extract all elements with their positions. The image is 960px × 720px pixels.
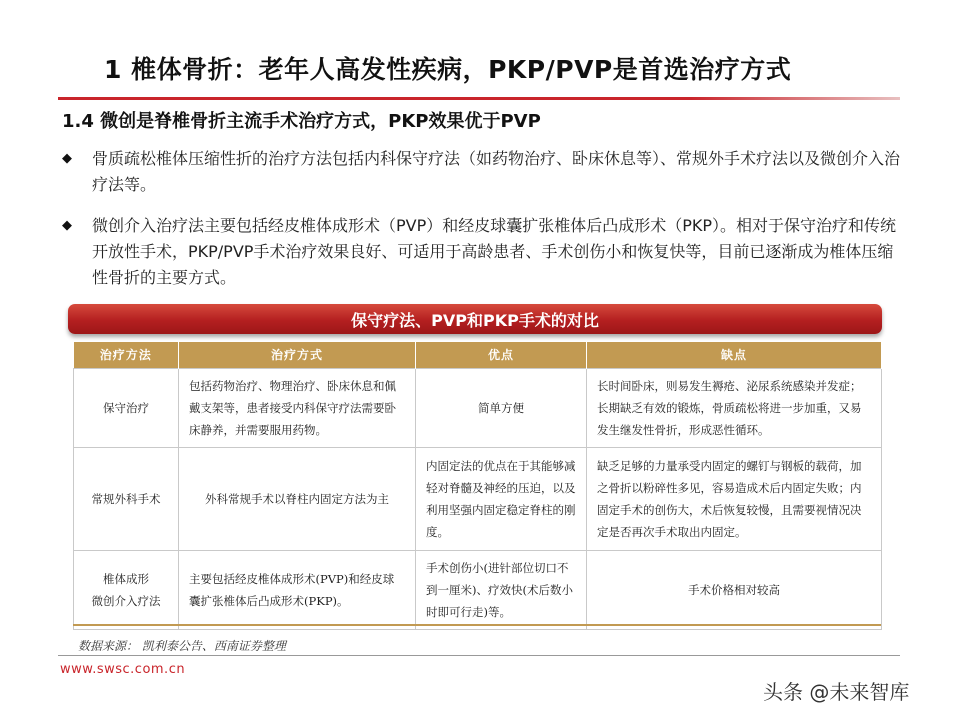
bullet-item-2 (62, 213, 908, 291)
cell-pros: 内固定法的优点在于其能够减轻对脊髓及神经的压迫，以及利用坚强内固定稳定脊柱的刚度。 (416, 447, 587, 550)
method-line: 保守治疗 (103, 400, 149, 415)
cell-cons: 缺乏足够的力量承受内固定的螺钉与钢板的载荷，加之骨折以粉碎性多见，容易造成术后内固定失败；内固定手术的创伤大，术后恢复较慢，且需要视情况决定是否再次手术取出内固定。 (587, 447, 882, 550)
cell-method (74, 550, 179, 629)
bullet-text-2: 微创介入治疗法主要包括经皮椎体成形术（PVP）和经皮球囊扩张椎体后凸成形术（PKP）。相对于保守治疗和传统开放性手术，PKP/PVP手术治疗效果良好、可适用于高龄患者、手术创伤小和恢复快等，目前已逐渐成为椎体压缩性骨折的主要方式。 (92, 216, 897, 287)
section-subtitle: 1.4 微创是脊椎骨折主流手术治疗方式，PKP效果优于PVP (62, 111, 541, 132)
title-divider (58, 97, 900, 100)
header-pros: 优点 (416, 342, 587, 368)
header-approach: 治疗方式 (179, 342, 416, 368)
table-row (74, 368, 882, 447)
cell-method (74, 368, 179, 447)
data-source-note: 数据来源： 凯利泰公告、西南证券整理 (78, 639, 286, 653)
method-line: 微创介入疗法 (91, 593, 161, 608)
method-line: 椎体成形 (103, 571, 149, 586)
header-cons: 缺点 (587, 342, 882, 368)
watermark-text: 头条 @未来智库 (763, 680, 910, 704)
cell-cons: 手术价格相对较高 (587, 550, 882, 629)
diamond-bullet-icon: ◆ (62, 151, 72, 166)
header-method: 治疗方法 (74, 342, 179, 368)
cell-approach: 主要包括经皮椎体成形术(PVP)和经皮球囊扩张椎体后凸成形术(PKP)。 (179, 550, 416, 629)
table-row (74, 550, 882, 629)
bullet-text-1: 骨质疏松椎体压缩性折的治疗方法包括内科保守疗法（如药物治疗、卧床休息等）、常规外手术疗法以及微创介入治疗法等。 (92, 149, 901, 194)
table-row (74, 447, 882, 550)
table-title-banner: 保守疗法、PVP和PKP手术的对比 (68, 304, 882, 334)
table-bottom-rule (73, 624, 881, 626)
comparison-table (73, 342, 882, 630)
table-header-row (74, 342, 882, 368)
cell-pros: 简单方便 (416, 368, 587, 447)
cell-pros: 手术创伤小(进针部位切口不到一厘米)、疗效快(术后数小时即可行走)等。 (416, 550, 587, 629)
bullet-item-1 (62, 146, 908, 198)
cell-method (74, 447, 179, 550)
footer-divider (58, 655, 900, 656)
cell-approach: 外科常规手术以脊柱内固定方法为主 (179, 447, 416, 550)
cell-cons: 长时间卧床，则易发生褥疮、泌尿系统感染并发症；长期缺乏有效的锻炼，骨质疏松将进一步加重，又易发生继发性骨折，形成恶性循环。 (587, 368, 882, 447)
slide-title: 1 椎体骨折：老年人高发性疾病，PKP/PVP是首选治疗方式 (104, 55, 792, 84)
diamond-bullet-icon: ◆ (62, 218, 72, 233)
footer-url-link[interactable]: www.swsc.com.cn (60, 662, 186, 677)
method-line: 常规外科手术 (91, 491, 161, 506)
cell-approach: 包括药物治疗、物理治疗、卧床休息和佩戴支架等，患者接受内科保守疗法需要卧床静养，并需要服用药物。 (179, 368, 416, 447)
